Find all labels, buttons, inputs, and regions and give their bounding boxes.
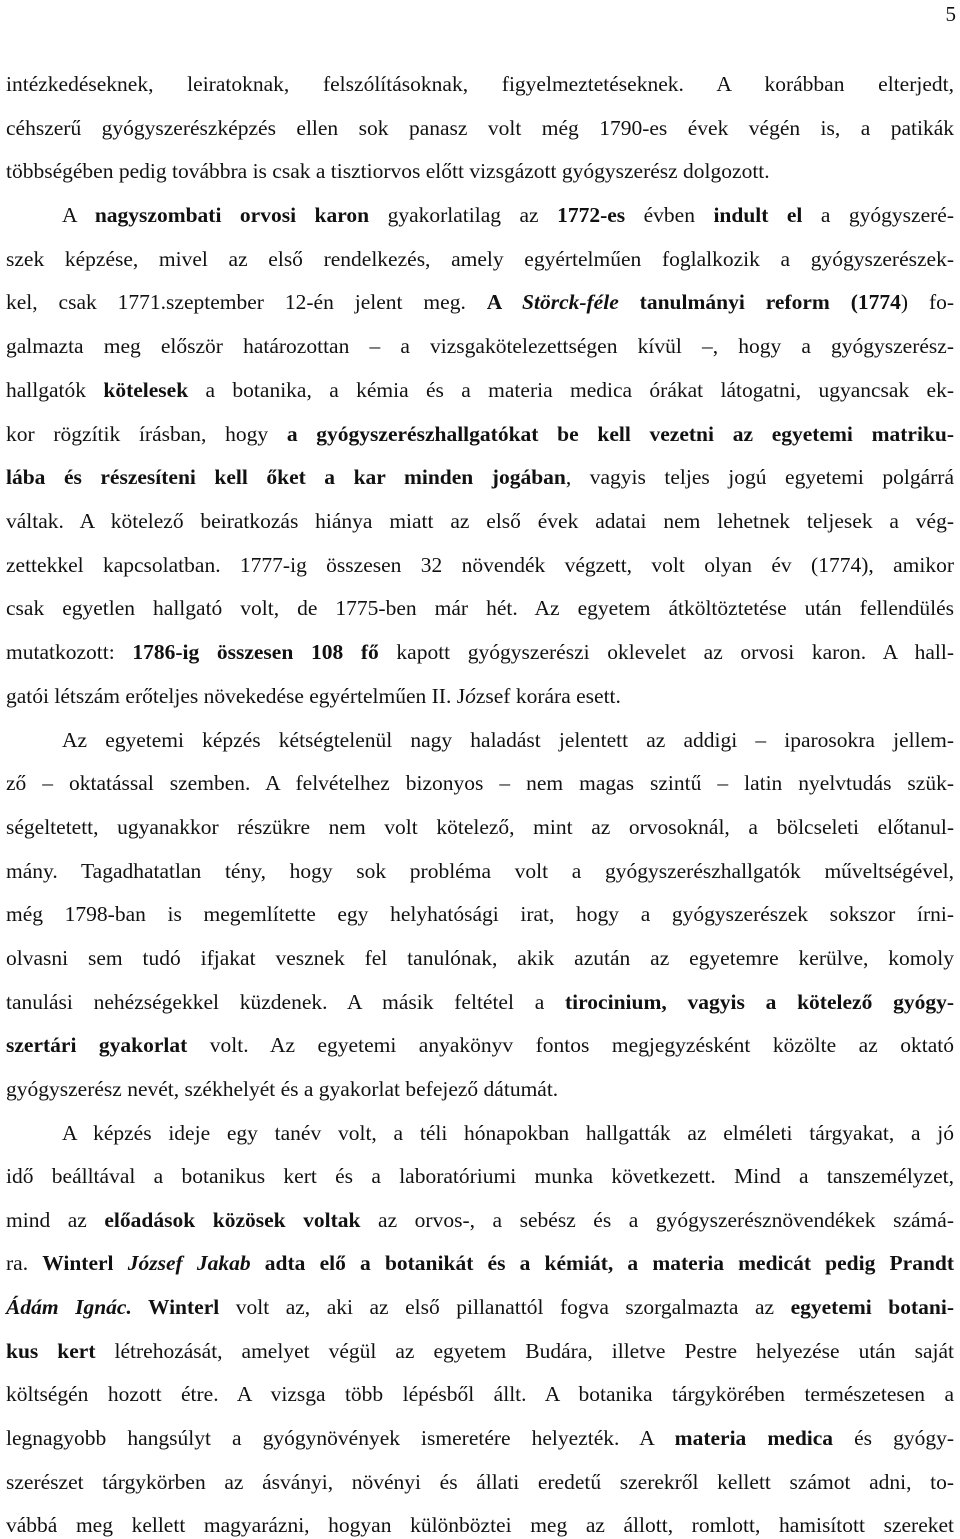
text-line [6,682,954,710]
text-run: galmazta meg először határozottan – a vizsgakötelezettségen kívül –, hogy a gyógyszerész- [6,334,954,358]
page-number: 5 [945,2,956,26]
text-run: ra. [6,1251,43,1275]
text-run: gatói létszám erőteljes növekedése egyértelműen II. J [6,684,466,708]
text-run: kapott gyógyszerészi oklevelet az orvosi karon. A hall- [378,640,954,664]
text-run: többségében pedig továbbra is csak a tisztiorvos előtt vizsgázott gyógyszerész dolgozott. [6,159,770,183]
text-run: olvasni sem tudó ifjakat vesznek fel tanulónak, akik azután az egyetemre kerülve, komoly [6,946,954,970]
text-line [6,594,954,622]
text-run: még 1798-ban is megemlítette egy helyhatósági irat, hogy a gyógyszerészek sokszor írni- [6,902,954,926]
text-line [6,1380,954,1408]
text-line [6,332,954,360]
text-run: mutatkozott: [6,640,133,664]
text-run: szek képzése, mivel az első rendelkezés, amely egyértelműen foglalkozik a gyógyszerészek- [6,247,954,271]
text-run: materia medica [674,1426,834,1450]
text-run: Winterl [42,1251,128,1275]
text-run: adta elő a botanikát és a kémiát, a materia medicát pedig Prandt [250,1251,955,1275]
text-run: , vagyis teljes jogú egyetemi polgárrá [565,465,954,489]
text-run: mány. Tagadhatatlan tény, hogy sok probléma volt a gyógyszerészhallgatók műveltségével, [6,859,954,883]
text-run: ségeltetett, ugyanakkor részükre nem volt kötelező, mint az orvosoknál, a bölcseleti előtanul- [6,815,954,839]
text-run: volt az, aki az első pillanattól fogva szorgalmazta az [219,1295,791,1319]
text-run: szertári gyakorlat [6,1033,188,1057]
text-line [62,726,954,754]
text-run: zsef korára esett. [475,684,621,708]
text-line [6,463,954,491]
text-run: kötelesek [103,378,189,402]
text-line [6,769,954,797]
text-run: céhszerű gyógyszerészképzés ellen sok panasz volt még 1790-es évek végén is, a patikák [6,116,954,140]
text-run: kel, csak 1771.szeptember 12-én jelent meg. [6,290,487,314]
text-line [6,114,954,142]
text-line [6,1424,954,1452]
text-run: gyógyszerész nevét, székhelyét és a gyakorlat befejező dátumát. [6,1077,559,1101]
text-line [6,944,954,972]
text-run: egyetemi botani- [790,1295,954,1319]
text-run: létrehozását, amelyet végül az egyetem Budára, illetve Pestre helyezése után saját [95,1339,955,1363]
text-line [6,1511,954,1539]
text-run: a gyógyszerészhallgatókat be kell vezetni az egyetemi matriku- [286,422,954,446]
text-line [62,1119,954,1147]
text-line [62,201,954,229]
text-run: Az egyetemi képzés kétségtelenül nagy haladást jelentett az addigi – iparosokra jellem- [62,728,954,752]
text-run: József Jakab [127,1251,251,1275]
text-run: tanulási nehézségekkel küzdenek. A másik feltétel a [6,990,566,1014]
text-line [6,1162,954,1190]
text-run: intézkedéseknek, leiratoknak, felszólításoknak, figyelmeztetéseknek. A korábban elterjedt, [6,72,954,96]
text-line [6,1468,954,1496]
text-line [6,245,954,273]
text-line [6,1337,954,1365]
text-line [6,288,954,316]
text-run: 1786-ig összesen 108 fő [132,640,379,664]
text-line [6,376,954,404]
text-line [6,1249,954,1277]
text-run: kus kert [6,1339,96,1363]
text-run: kor rögzítik írásban, hogy [6,422,287,446]
text-run: indult el [713,203,803,227]
text-line [6,813,954,841]
text-run: a gyógyszeré- [802,203,954,227]
text-run: tirocinium, vagyis a kötelező gyógy- [565,990,954,1014]
text-line [6,507,954,535]
text-run: gyakorlatilag az [369,203,558,227]
text-run: a botanika, a kémia és a materia medica órákat látogatni, ugyancsak ek- [188,378,955,402]
text-run: hallgatók [6,378,104,402]
text-run: költségén hozott étre. A vizsga több lépésből állt. A botanika tárgykörében természetesen a [6,1382,954,1406]
text-line [6,70,954,98]
text-line [6,1075,954,1103]
text-run: ) fo- [900,290,955,314]
text-run: A [62,203,95,227]
text-run: évben [625,203,714,227]
text-run: A képzés ideje egy tanév volt, a téli hónapokban hallgatták az elméleti tárgyakat, a jó [62,1121,954,1145]
text-run: A [486,290,523,314]
text-run: zettekkel kapcsolatban. 1777-ig összesen 32 növendék végzett, volt olyan év (1774), amikor [6,553,954,577]
text-run: Störck-féle [522,290,619,314]
text-line [6,157,954,185]
text-line [6,1031,954,1059]
text-line [6,1206,954,1234]
text-run: lába és részesíteni kell őket a kar minden jogában [6,465,566,489]
text-line [6,1293,954,1321]
text-line [6,857,954,885]
text-run: és gyógy- [833,1426,954,1450]
text-run: az orvos-, a sebész és a gyógyszerésznövendékek számá- [360,1208,954,1232]
text-run: tanulmányi reform (1774 [618,290,901,314]
text-run: legnagyobb hangsúlyt a gyógynövények ismeretére helyezték. A [6,1426,675,1450]
text-run: volt. Az egyetemi anyakönyv fontos megjegyzésként közölte az oktató [187,1033,954,1057]
text-run: előadások közösek voltak [104,1208,361,1232]
text-run: 1772-es [557,203,626,227]
text-run: nagyszombati orvosi karon [94,203,370,227]
text-run: Winterl [131,1295,220,1319]
text-line [6,420,954,448]
text-run: ző – oktatással szemben. A felvételhez bizonyos – nem magas szintű – latin nyelvtudás szük- [6,771,954,795]
text-run: váltak. A kötelező beiratkozás hiánya miatt az első évek adatai nem lehetnek teljesek a vég- [6,509,954,533]
text-run: mind az [6,1208,105,1232]
text-line [6,638,954,666]
text-run: szerészet tárgykörben az ásványi, növényi és állati eredetű szerekről kellett számot adni, to- [6,1470,954,1494]
text-line [6,900,954,928]
text-line [6,551,954,579]
text-run: csak egyetlen hallgató volt, de 1775-ben már hét. Az egyetem átköltöztetése után fellendülés [6,596,954,620]
text-run: ó [465,684,476,708]
text-run: idő beálltával a botanikus kert és a laboratóriumi munka következett. Mind a tanszemélyzet, [6,1164,954,1188]
text-run: vábbá meg kellett magyarázni, hogyan különböztei meg az állott, romlott, hamisított szereket [6,1513,954,1537]
text-line [6,988,954,1016]
text-run: Ádám Ignác. [6,1295,132,1319]
